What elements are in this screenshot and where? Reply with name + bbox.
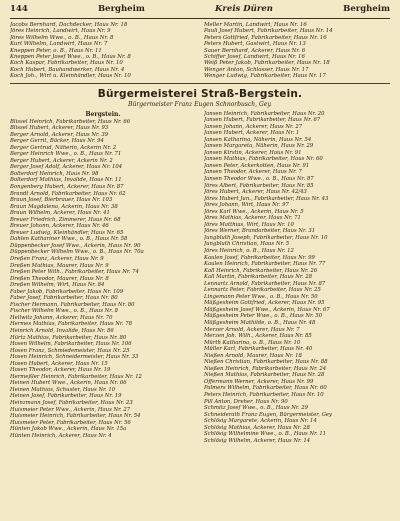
directory-entry: Nießen Christian, Fabrikarbeiter, Haus Nr. 88 (204, 359, 328, 366)
directory-entry: Hürtz Mathias, Fabrikarbeiter, Haus Nr. 80 (10, 334, 127, 341)
directory-entry: Lennartz Arnold, Fabrikarbeiter, Haus Nr. 87 (204, 280, 326, 287)
directory-entry: Peters Gottfried, Fabrikarbeiter, Haus Nr. 16 (204, 34, 327, 41)
directory-entry: Huismeier Heinrich, Fabrikarbeiter, Haus Nr. 54 (10, 413, 141, 420)
directory-entry: Peters Heinrich, Fabrikarbeiter, Haus Nr. 10 (204, 392, 324, 399)
directory-entry: Kneppen Peter, o. B., Haus Nr. 11 (10, 47, 102, 54)
directory-entry: Peters Hubert, Gastwirt, Haus Nr. 13 (204, 41, 306, 48)
directory-entry: Schlösig Wilhelm, Ackerer, Haus Nr. 14 (204, 437, 311, 444)
directory-entry: Hosen Theodor, Ackerer, Haus Nr. 19 (10, 367, 111, 374)
directory-entry: Schiffer Josef, Landwirt, Haus Nr. 16 (204, 53, 305, 60)
directory-entry: Jansen Heinrich, Fabrikarbeiter, Haus Nr. 20 (204, 110, 325, 117)
directory-entry: Koch Joh., Wirt u. Kleinhändler, Haus Nr. 10 (10, 73, 131, 80)
directory-entry: Düppenbecker Josef Wwe., Ackerin, Haus Nr. 90 (10, 242, 141, 249)
directory-entry: Hosen Wilhelm, Fabrikarbeiter, Haus Nr. 106 (10, 341, 132, 348)
directory-entry: Dreßen Peter Wilh., Fabrikarbeiter, Haus Nr. 74 (10, 269, 139, 276)
directory-entry: Müller Karl, Fabrikarbeiter, Haus Nr. 40 (204, 346, 313, 353)
directory-entry: Jöres Heinrich, Landwirt, Haus Nr. 9 (10, 28, 111, 35)
directory-entry: Fischer Wilhelm Wwe., o. B., Haus Nr. 8 (10, 308, 118, 315)
top-listing (10, 22, 390, 80)
directory-entry: Jöres Heinrich, o. B., Haus Nr. 12 (204, 248, 294, 254)
directory-entry: Hosen Heinrich, Schneidermeister, Haus Nr. 33 (10, 354, 139, 361)
directory-entry: Breuer Friedrich, Zimmerer, Haus Nr. 68 (10, 216, 121, 223)
main-listing (10, 111, 390, 445)
main-left-column (10, 111, 196, 445)
directory-entry: Nießen Heinrich, Fabrikarbeiter, Haus Nr. 24 (204, 365, 327, 372)
directory-entry: Jansen Johann, Ackerer, Haus Nr. 27 (204, 123, 303, 130)
directory-entry: Jöres Albert, Fabrikarbeiter, Haus Nr. 85 (204, 182, 314, 189)
directory-entry: Jansen Hubert, Fabrikarbeiter, Haus Nr. 67 (204, 117, 321, 124)
directory-entry: Jansen Peter, Ackerkotten, Haus Nr. 91 (204, 162, 310, 169)
directory-entry: Breuer Johann, Ackerer, Haus Nr. 46 (10, 223, 109, 230)
directory-entry: Sauer Bernhard, Ackerer, Haus Nr. 6 (204, 47, 306, 54)
directory-entry: Nießen Arnold, Maurer, Haus Nr. 18 (204, 352, 302, 359)
directory-entry: Hosen Franz, Schmiedemeister, Haus Nr. 25 (10, 347, 130, 354)
directory-entry: Dreßen Mathias, Maurer, Haus Nr. 9 (10, 262, 109, 269)
top-right-column (204, 22, 390, 80)
directory-entry: Berger Hubert, Ackerer, Ackerin Nr. 2 (10, 157, 113, 164)
directory-entry: Berger Gerrit, Bäcker, Haus Nr. 94 (10, 138, 104, 145)
directory-entry: Düppenbecker Wilhelm Wwe., o. B., Haus Nr. 70a (10, 249, 144, 256)
directory-entry: Jöres Mathias, Ackerer, Haus Nr. 71 (204, 215, 301, 222)
directory-entry: Schlösig Mathias, Ackerer, Haus Nr. 28 (204, 424, 310, 431)
header-center: Kreis Düren (215, 4, 273, 14)
directory-entry: Brandt Arnold, Fabrikarbeiter, Haus Nr. 62 (10, 190, 126, 197)
directory-entry: Berger Gertrud, Näherin, Ackerin Nr. 2 (10, 144, 117, 151)
directory-entry: Jansen Kirstin, Ackerer, Haus Nr. 91 (204, 149, 302, 156)
directory-entry: Pill Anton, Dreher, Haus Nr. 90 (204, 398, 288, 405)
directory-entry: Koch Hubert, Bauhandwerker, Haus Nr. 4 (10, 66, 125, 73)
directory-entry: Kneppen Peter Josef Wwe., o. B., Haus Nr. 8 (10, 53, 131, 60)
directory-entry: Jansen Hubert, Ackerer, Haus Nr. 1 (204, 130, 300, 137)
directory-entry: Mäßgesheim Peter Wwe., o. B., Haus Nr. 50 (204, 313, 323, 320)
directory-entry: Hermes Mathias, Fabrikarbeiter, Haus Nr. 78 (10, 321, 132, 328)
directory-entry: Mäßgesheim Josef Wwe., Ackerin, Haus Nr. 67 (204, 306, 330, 313)
village-heading: Bergstein. (85, 110, 121, 118)
directory-entry: Mäßgesheim Mathilde, o. B., Haus Nr. 48 (204, 320, 316, 327)
directory-entry: Jöres Karl Wwe., Ackerin, Haus Nr. 5 (204, 208, 304, 215)
header-right: Bergheim (343, 4, 390, 14)
directory-entry: Berger Josef Adolf, Ackerer, Haus Nr. 104 (10, 164, 123, 171)
directory-entry: Lingemann Peter Wwe., o. B., Haus Nr. 50 (204, 293, 318, 300)
directory-entry: Jansen Margareta, Näherin, Haus Nr. 29 (204, 143, 314, 150)
directory-entry: Merzen Joh. Wilh., Ackerer, Haus Nr. 85 (204, 333, 312, 340)
directory-entry: Jansen Theodor Wwe., o. B., Haus Nr. 87 (204, 175, 314, 182)
directory-entry: Heinrich Arnold, Invalide, Haus Nr. 86 (10, 328, 114, 335)
directory-entry: Blissel Heinrich, Fabrikarbeiter, Haus Nr. 66 (10, 118, 131, 125)
directory-entry: Jungbluth Joseph, Fabrikarbeiter, Haus Nr. 10 (204, 234, 328, 241)
directory-entry: Hellwitz Johann, Ackerer, Haus Nr. 70 (10, 314, 113, 321)
mayor-line: Bürgermeister Franz Eugen Schnorbusch, Gey. (128, 100, 272, 108)
directory-entry: Hünten Jakob Wwe., Ackerin, Haus Nr. 15a (10, 426, 127, 433)
directory-entry: Mürth Katharina, o. B., Haus Nr. 10 (204, 339, 301, 346)
directory-entry: Breuer Ludwig, Kleinhändler, Haus Nr. 65 (10, 229, 124, 236)
directory-entry: Jöres Hubert Jun., Fabrikarbeiter, Haus Nr. 43 (204, 195, 329, 202)
directory-entry: Lennartz Peter, Fabrikarbeiter, Haus Nr. 25 (204, 287, 321, 294)
directory-entry: Jansen Katharina, Näherin, Haus Nr. 54 (204, 136, 312, 143)
directory-entry: Heinen Hubert Wwe., Ackerin, Haus Nr. 66 (10, 380, 127, 387)
directory-entry: Heinzmann Josef, Fabrikarbeiter, Haus Nr. 23 (10, 400, 133, 407)
directory-entry: Faber Jakob, Fabrikarbeiter, Haus Nr. 109 (10, 288, 124, 295)
directory-entry: Hosen Hubert, Ackerer, Haus Nr. 15 (10, 360, 108, 367)
directory-entry: Bolterdorf Heinrich, Haus Nr. 98 (10, 170, 99, 177)
directory-entry: Dreßen Theodor, Maurer, Haus Nr. 8 (10, 275, 109, 282)
directory-entry: Schneiderath Franz Eugen, Bürgermeister, Gey (204, 411, 332, 418)
directory-entry: Jöres Matthias, Wirt, Haus Nr. 10 (204, 221, 294, 228)
header-rule (10, 18, 390, 19)
page-number: 144 (10, 4, 28, 14)
directory-entry: Hermeßler Heinrich, Fabrikarbeiter, Haus Nr. 12 (10, 373, 142, 380)
directory-entry: Braun Magdalena, Ackerin, Haus Nr. 38 (10, 203, 118, 210)
directory-entry: Jansen Theodor, Ackerer, Haus Nr. 7 (204, 169, 302, 176)
directory-entry: Berger Heinrich Wwe., o. B., Haus Nr. 71 (10, 151, 122, 158)
directory-entry: Dreßen Franz, Ackerer, Haus Nr. 9 (10, 256, 104, 262)
directory-entry: Berger Arnold, Ackerer, Haus Nr. 39 (10, 131, 109, 138)
section-divider (10, 83, 390, 84)
municipality-title: Bürgermeisterei Straß-Bergstein. (97, 87, 303, 100)
directory-entry: Jöres Johann, Wirt, Haus Nr. 97 (204, 202, 289, 209)
directory-entry: Braun Wilhelm, Ackerer, Haus Nr. 41 (10, 210, 110, 217)
directory-entry: Schlösig Wilhelmine Wwe., o. B., Haus Nr. 11 (204, 431, 327, 438)
directory-entry: Huismeier Peter Wwe., Ackerin, Haus Nr. 27 (10, 406, 131, 413)
directory-entry: Bongenberg Hubert, Ackerer, Haus Nr. 87 (10, 183, 124, 190)
directory-entry: Blissel Hubert, Ackerer, Haus Nr. 93 (10, 125, 109, 132)
page-header (10, 4, 390, 16)
directory-entry: Palmers Wilhelm, Fabrikarbeiter, Haus Nr. 60 (204, 385, 327, 392)
directory-entry: Bolterdorf Mathias, Invalide, Haus Nr. 11 (10, 177, 122, 184)
directory-entry: Faber Josef, Fabrikarbeiter, Haus Nr. 80 (10, 295, 118, 302)
directory-entry: Kaulen Josef, Fabrikarbeiter, Haus Nr. 99 (204, 254, 315, 261)
directory-entry: Mäßgesheim Gottfried, Ackerer, Haus Nr. 95 (204, 300, 325, 307)
directory-entry: Dreßen Wilhelm, Wirt, Haus Nr. 84 (10, 282, 105, 289)
directory-entry: Fischer Hermann, Fabrikarbeiter, Haus Nr. 80 (10, 301, 135, 308)
directory-entry: Offermann Werner, Ackerer, Haus Nr. 99 (204, 378, 314, 385)
directory-entry: Kurt Wilhelm, Landwirt, Haus Nr. 7 (10, 41, 108, 48)
directory-entry: Meller Martin, Landwirt, Haus Nr. 16 (204, 22, 307, 28)
directory-entry: Kall Heinrich, Fabrikarbeiter, Haus Nr. 26 (204, 267, 318, 274)
directory-entry: Jacobs Bernhard, Dachdecker, Haus Nr. 18 (10, 22, 128, 28)
directory-entry: Schmitz Josef Wwe., o. B., Haus Nr. 29 (204, 405, 308, 412)
directory-entry: Schlösig Margarete, Ackerin, Haus Nr. 14 (204, 418, 317, 425)
directory-entry: Kaulen Heinrich, Fabrikarbeiter, Haus Nr. 77 (204, 261, 326, 268)
directory-entry: Koch Kaspar, Fabrikarbeiter, Haus Nr. 10 (10, 60, 123, 67)
directory-entry: Jansen Mathias, Fabrikarbeiter, Haus Nr. 60 (204, 156, 323, 163)
directory-entry: Merzer Arnold, Ackerer, Haus Nr. 7 (204, 326, 300, 333)
directory-entry: Braun Josef, Bierbrauer, Haus Nr. 103 (10, 197, 113, 204)
directory-entry: Jungbluth Christian, Haus Nr. 5 (204, 241, 290, 248)
directory-entry: Jöres Werner, Brandarbeiter, Haus Nr. 31 (204, 228, 316, 235)
header-left: Bergheim (97, 4, 145, 14)
directory-entry: Jöres Hubert, Ackerer, Haus Nr. 42/43 (204, 189, 307, 196)
directory-entry: Wenger Anton, Schlosser, Haus Nr. 17 (204, 66, 309, 73)
main-right-column (204, 111, 390, 445)
directory-entry: Kall Martin, Fabrikarbeiter, Haus Nr. 28 (204, 274, 312, 281)
directory-entry: Dahlen Kathariner Wwe., o. B., Haus Nr. 58 (10, 236, 128, 243)
directory-entry: Heinen Josef, Fabrikarbeiter, Haus Nr. 19 (10, 393, 122, 400)
directory-entry: Weiß Peter Jakob, Fabrikarbeiter, Haus Nr. 18 (204, 60, 330, 67)
directory-entry: Nießen Mathias, Fabrikarbeiter, Haus Nr. 28 (204, 372, 325, 379)
directory-entry: Huismeier Peter, Fabrikarbeiter, Haus Nr. 56 (10, 419, 131, 426)
directory-entry: Jöres Wilhelm Wwe., o. B., Haus Nr. 8 (10, 34, 114, 41)
directory-entry: Pauli Josef Hubert, Fabrikarbeiter, Haus Nr. 14 (204, 28, 333, 35)
directory-entry: Hünten Heinrich, Ackerer, Haus Nr. 4 (10, 432, 112, 439)
directory-entry: Wenger Ludwig, Fabrikarbeiter, Haus Nr. 17 (204, 73, 326, 80)
directory-entry: Heinen Mathias, Schuster, Haus Nr. 10 (10, 386, 116, 393)
top-left-column (10, 22, 196, 80)
